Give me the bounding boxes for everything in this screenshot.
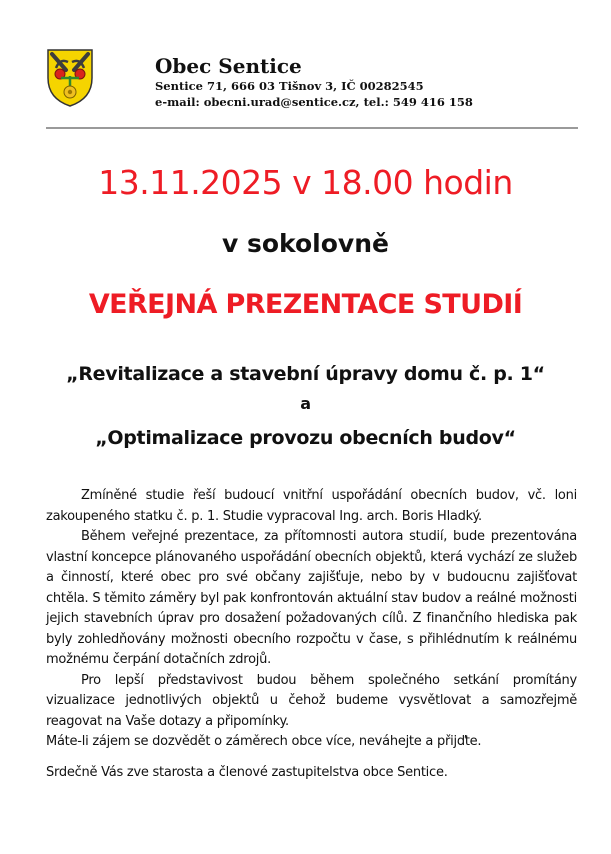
study-title-1: „Revitalizace a stavební úpravy domu č. p. 1“ [66,363,545,385]
invitation-body [46,486,577,783]
event-title: VEŘEJNÁ PREZENTACE STUDIÍ [88,289,523,320]
event-venue: v sokolovně [222,229,389,258]
study-conjunction: a [300,394,311,413]
body-paragraph: Máte-li zájem se dozvědět o záměrech obce více, neváhejte a přijďte. [46,734,482,749]
organization-name: Obec Sentice [155,54,302,78]
municipal-coat-of-arms-icon [46,48,94,108]
event-datetime: 13.11.2025 v 18.00 hodin [98,163,513,202]
study-title-2: „Optimalizace provozu obecních budov“ [95,427,516,449]
organization-address: Sentice 71, 666 03 Tišnov 3, IČ 00282545 [155,79,424,93]
organization-block [155,54,473,110]
body-paragraph: Během veřejné prezentace, za přítomnosti autora studií, bude prezentována vlastní koncepce plánovaného uspořádání obecních objektů, která vychází ze služeb a činností, které obec pro své občany zajišťuje, nebo by v budoucnu zajišťovat chtěla. S těmito záměry byl pak konfrontován aktuální stav budov a reálné možnosti jejich stavebních úprav pro dosažení požadovaných cílů. Z finančního hlediska pak byly zohledňovány možnosti obecního rozpočtu v čase, s přihlédnutím k reálnému možnému čerpání dotačních zdrojů. [46,529,577,667]
organization-contact: e-mail: obecni.urad@sentice.cz, tel.: 549 416 158 [155,95,473,109]
signoff: Srdečně Vás zve starosta a členové zastupitelstva obce Sentice. [46,764,448,780]
body-paragraph: Zmíněné studie řeší budoucí vnitřní uspořádání obecních budov, vč. loni zakoupeného statku č. p. 1. Studie vypracoval Ing. arch. Boris Hladký. [46,488,577,524]
letterhead [46,48,581,120]
body-paragraph: Pro lepší představivost budou během společného setkání promítány vizualizace jednotlivých objektů u čehož budeme vysvětlovat a samozřejmě reagovat na Vaše dotazy a připomínky. [46,672,577,729]
header-divider [46,127,578,129]
